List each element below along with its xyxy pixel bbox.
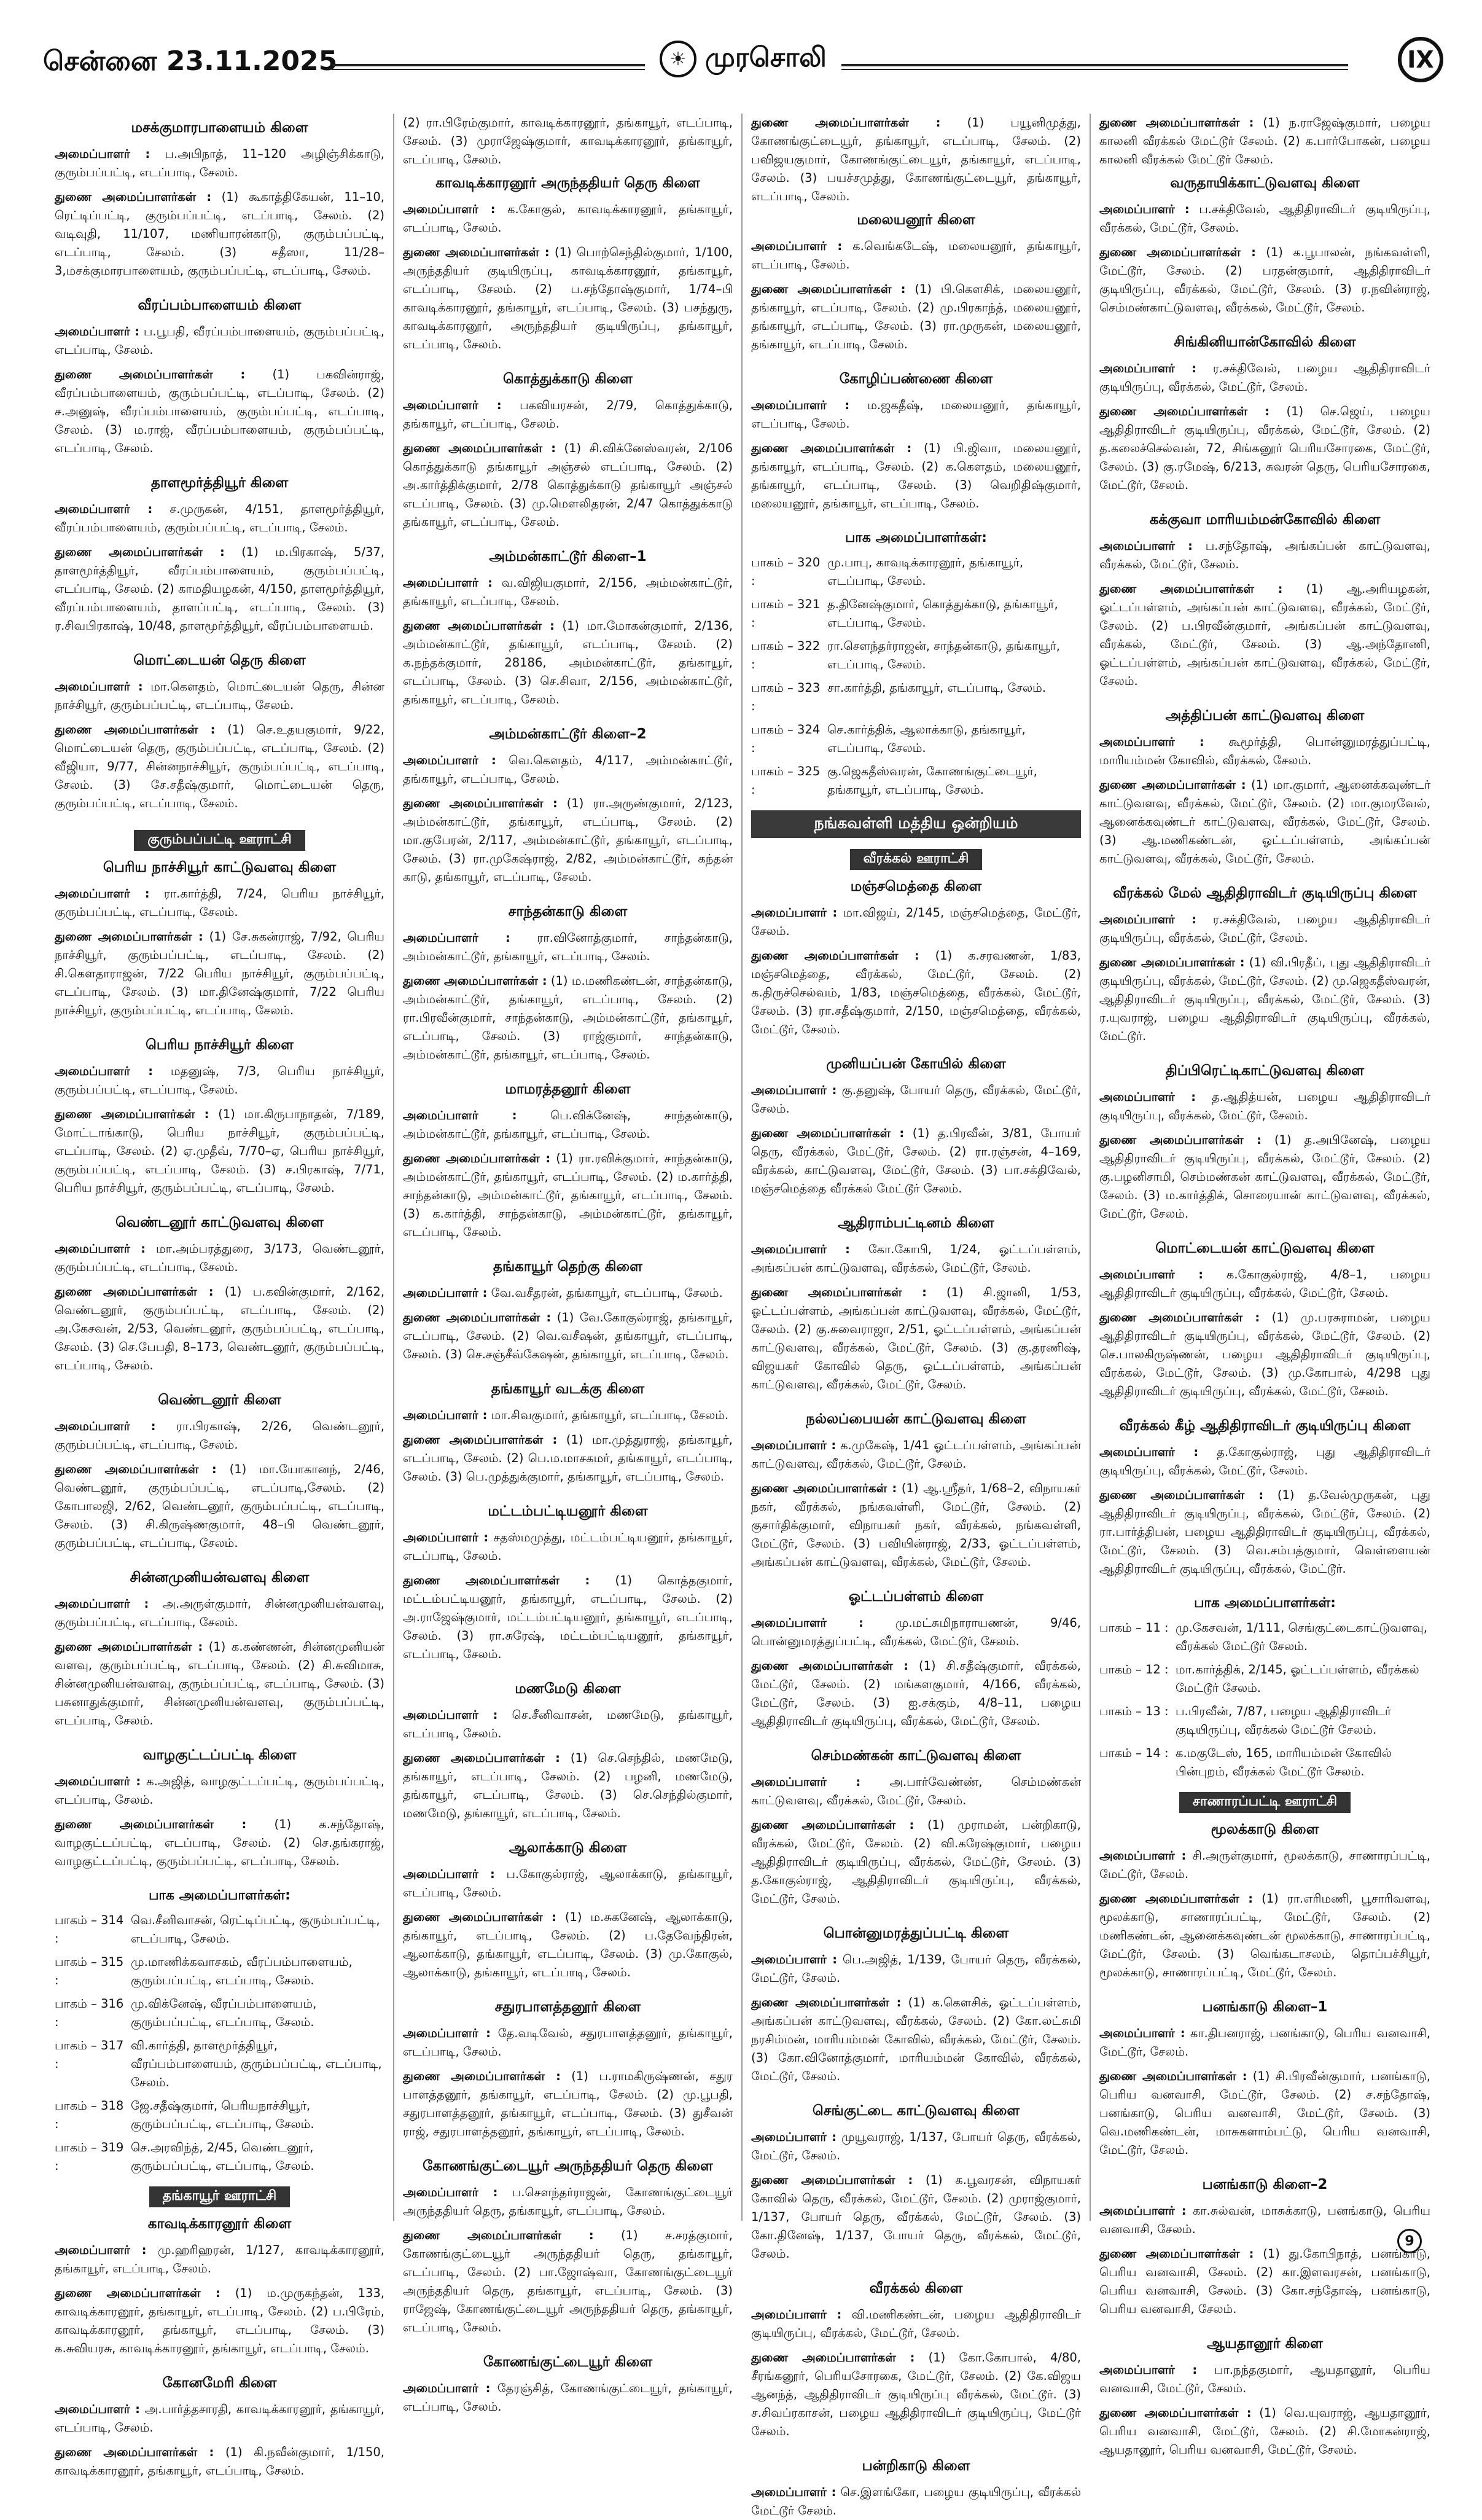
part-row: பாகம் – 12 : மா.கார்த்திக், 2/145, ஓட்டப்பள்ளம், வீரக்கல் மேட்டூர் சேலம். xyxy=(1099,1662,1419,1695)
deputy-organizers-line: துணை அமைப்பாளர்கள் : (1) ப.ராமகிருஷ்ணன், சதுர பாளத்தனூர், தங்காயூர், எடப்பாடி, சேலம். (2) மு.பூபதி, சதுரபாளத்தனூர், தங்காயூர், எடப்பாடி, சேலம். (3) துசீவன் ராஜ், சதுரபாளத்தனூர், தங்காயூர், எடப்பாடி, சேலம். xyxy=(403,2069,733,2138)
branch-title: ஆயதானூர் கிளை xyxy=(1207,2336,1323,2352)
branch-block xyxy=(55,475,384,635)
branch-title: வெண்டனூர் கிளை xyxy=(158,1392,281,1408)
deputy-organizers-line: துணை அமைப்பாளர்கள் : (1) ப.கவின்குமார், 2/162, வெண்டனூர், குரும்பப்பட்டி, எடப்பாடி, சேலம். (2) அ.கேசவன், 2/53, வெண்டனூர், குரும்பப்பட்டி, எடப்பாடி, சேலம். (3) செ.பேபதி, 8–173, வெண்டனூர், குரும்பப்பட்டி, எடப்பாடி, சேலம். xyxy=(55,1285,385,1372)
organizer-line: அமைப்பாளர் : க.கோகுல்ராஜ், 4/8–1, பழைய ஆதிதிராவிடர் குடியிருப்பு, வீரக்கல், மேட்டூர், சேலம். xyxy=(1099,1267,1430,1300)
deputy-organizers-line: துணை அமைப்பாளர்கள் : (1) சி.ஜானி, 1/53, ஓட்டப்பள்ளம், அங்கப்பன் காட்டுவளவு, வீரக்கல், மேட்டூர், சேலம். (2) கு.சுவைராஜா, 2/51, ஓட்டப்பள்ளம், அங்கப்பன் காட்டுவளவு, வீரக்கல், மேட்டூர், சேலம். (3) கு.தரணிஷ், விஜயகர் கோவில் தெரு, ஓட்டப்பள்ளம், அங்கப்பன் காட்டுவளவு, வீரக்கல், மேட்டூர், சேலம். xyxy=(751,1285,1081,1391)
branch-title: கோணங்குட்டையூர் கிளை xyxy=(483,2354,653,2370)
branch-block xyxy=(403,549,733,709)
branch-block xyxy=(751,2280,1081,2441)
branch-block xyxy=(751,2458,1081,2520)
continued-text: துணை அமைப்பாளர்கள் : (1) ந.ராஜேஷ்குமார், பழைய காலனி வீரக்கல் மேட்டூர் சேலம். (2) க.பார்போகன், பழைய காலனி வீரக்கல் மேட்டூர் சேலம். xyxy=(1099,115,1430,166)
column-3 xyxy=(743,114,1091,2518)
organizer-line: அமைப்பாளர் : ம.ஜகதீஷ், மலையனூர், தங்காயூர், எடப்பாடி, சேலம். xyxy=(751,398,1082,431)
deputy-organizers-line: துணை அமைப்பாளர்கள் : (1) ம.மணிகண்டன், சாந்தன்காடு, அம்மன்காட்டூர், தங்காயூர், எடப்பாடி, சேலம். (2) ரா.பிரவீன்குமார், சாந்தன்காடு, அம்மன்காட்டூர், தங்காயூர், எடப்பாடி, சேலம். (3) ராஜ்குமார், சாந்தன்காடு, அம்மன்காட்டூர், தங்காயூர், எடப்பாடி, சேலம். xyxy=(403,974,733,1062)
column-4 xyxy=(1091,114,1439,2457)
part-row: பாகம் – 318 : ஜே.சதீஷ்குமார், பெரியநாச்சியூர், குரும்பப்பட்டி, எடப்பாடி, சேலம். xyxy=(55,2099,314,2131)
organizer-line: அமைப்பாளர் : கா.திபனராஜ், பனங்காடு, பெரிய வனவாசி, மேட்டூர், சேலம். xyxy=(1099,2026,1430,2059)
part-row: பாகம் – 322 : ரா.சௌந்தர்ராஜன், சாந்தன்காடு, தங்காயூர், எடப்பாடி, சேலம். xyxy=(751,639,1060,671)
branch-title: சதுரபாளத்தனூர் கிளை xyxy=(494,1999,641,2015)
branch-title: மட்டம்பட்டியனூர் கிளை xyxy=(488,1503,648,1519)
deputy-organizers-line: துணை அமைப்பாளர்கள் : (1) பி.கௌசிக், மலையனூர், தங்காயூர், எடப்பாடி, சேலம். (2) மு.பிரகாந்த், மலையனூர், தங்காயூர், எடப்பாடி, சேலம். (3) ரா.முருகன், மலையனூர், தங்காயூர், எடப்பாடி, சேலம். xyxy=(751,282,1082,351)
branch-title: சின்னமுனியன்வளவு கிளை xyxy=(130,1570,310,1586)
part-row: பாகம் – 314 : வெ.சீனிவாசன், ரெட்டிப்பட்டி, குரும்பப்பட்டி, எடப்பாடி, சேலம். xyxy=(55,1913,380,1946)
organizer-line: அமைப்பாளர் : செ.இளங்கோ, பழைய குடியிருப்பு, வீரக்கல் மேட்டூர் சேலம். xyxy=(751,2485,1082,2518)
deputy-organizers-line: துணை அமைப்பாளர்கள் : (1) ச.சரத்குமார், கோணங்குட்டையூர் அருந்ததியர் தெரு, தங்காயூர், எடப்பாடி, சேலம். (2) பா.ஜோஷ்வா, கோணங்குட்டையூர் அருந்ததியர் தெரு, தங்காயூர், எடப்பாடி, சேலம். (3) ராஜேஷ், கோணங்குட்டையூர் அருந்ததியர் தெரு, தங்காயூர், எடப்பாடி, சேலம். xyxy=(403,2228,733,2334)
branch-block xyxy=(403,1259,733,1364)
deputy-organizers-line: துணை அமைப்பாளர்கள் : (1) சி.விக்னேஸ்வரன், 2/106 கொத்துக்காடு தங்காயூர் அஞ்சல் எடப்பாடி, சேலம். (2) அ.கார்த்திக்குமார், 2/78 கொத்துக்காடு தங்காயூர் அஞ்சல் எடப்பாடி, சேலம். (3) மு.மௌலிதரன், 2/47 கொத்துக்காடு தங்காயூர், எடப்பாடி, சேலம். xyxy=(403,441,733,529)
branch-block xyxy=(403,2354,733,2416)
branch-title: முனியப்பன் கோயில் கிளை xyxy=(826,1056,1006,1072)
page-number-badge: IX xyxy=(1398,37,1443,82)
branch-title: கொத்துக்காடு கிளை xyxy=(503,371,633,387)
branch-title: பெரிய நாச்சியூர் காட்டுவளவு கிளை xyxy=(103,859,337,875)
deputy-organizers-line: துணை அமைப்பாளர்கள் : (1) த.பிரவீன், 3/81, போயர் தெரு, வீரக்கல், மேட்டூர், சேலம். (2) ரா.ரஞ்சன், 4–169, வீரக்கல், காட்டுவளவு, மேட்டூர், சேலம். (3) பா.சக்திவேல், மஞ்சமெத்தை வீரக்கல் மேட்டூர் சேலம். xyxy=(751,1126,1081,1195)
branch-title: மசக்குமாரபாளையம் கிளை xyxy=(131,120,308,136)
branch-block xyxy=(751,2103,1081,2263)
part-organizers-heading: பாக அமைப்பாளர்கள்: xyxy=(1194,1595,1336,1611)
branch-title: காவடிக்காரனூர் அருந்ததியர் தெரு கிளை xyxy=(435,175,700,191)
deputy-organizers-line: துணை அமைப்பாளர்கள் : (1) சே.சுகன்ராஜ், 7/92, பெரிய நாச்சியூர், குரும்பப்பட்டி, எடப்பாடி, சேலம். (2) சி.கௌதாராஜன், 7/22 பெரிய நாச்சியூர், குரும்பப்பட்டி, எடப்பாடி, சேலம். (3) மா.தினேஷ்குமார், 7/22 பெரிய நாச்சியூர், குரும்பப்பட்டி, எடப்பாடி, சேலம். xyxy=(55,929,384,1017)
branch-block xyxy=(403,1503,733,1664)
organizer-line: அமைப்பாளர் : கோ.கோபி, 1/24, ஓட்டப்பள்ளம், அங்கப்பன் காட்டுவளவு, வீரக்கல், மேட்டூர், சேலம். xyxy=(751,1242,1081,1275)
deputy-organizers-line: துணை அமைப்பாளர்கள் : (1) கூகாத்திகேயன், 11–10, ரெட்டிப்பட்டி, குரும்பப்பட்டி, எடப்பாடி, சேலம். (2) வடிவுதி, 11/107, மணியாரன்காடு, குரும்பப்பட்டி, எடப்பாடி, சேலம். (3) சதீஸா, 11/28–3,மசக்குமாரபாளையம், குரும்பப்பட்டி, எடப்பாடி, சேலம். xyxy=(55,190,384,278)
branch-block xyxy=(403,371,733,531)
organizer-line: அமைப்பாளர் : பா.நந்தகுமார், ஆயதானூர், பெரிய வனவாசி, மேட்டூர், சேலம். xyxy=(1099,2363,1431,2395)
branch-title: மலையனூர் கிளை xyxy=(857,212,975,228)
part-row: பாகம் – 14 : க.மகுடேஸ், 165, மாரியம்மன் கோவில் பின்புறம், வீரக்கல் மேட்டூர் சேலம். xyxy=(1099,1746,1392,1778)
branch-title: தங்காயூர் தெற்கு கிளை xyxy=(493,1259,642,1275)
organizer-line: அமைப்பாளர் : வி.மணிகண்டன், பழைய ஆதிதிராவிடர் குடியிருப்பு, வீரக்கல், மேட்டூர், சேலம். xyxy=(751,2307,1081,2340)
branch-block xyxy=(1099,1418,1430,1578)
news-columns xyxy=(46,114,1440,2518)
masthead xyxy=(43,37,1443,92)
branch-title: பனங்காடு கிளை–1 xyxy=(1202,1999,1328,2015)
deputy-organizers-line: துணை அமைப்பாளர்கள் : (1) மு.பரசுராமன், பழைய ஆதிதிராவிடர் குடியிருப்பு, வீரக்கல், மேட்டூர், சேலம். (2) செ.பாலகிருஷ்ணன், பழைய ஆதிதிராவிடர் குடியிருப்பு, வீரக்கல், மேட்டூர், சேலம். (3) மு.கோபால், 4/298 புது ஆதிதிராவிடர் குடியிருப்பு, வீரக்கல், மேட்டூர், சேலம். xyxy=(1099,1310,1430,1398)
deputy-organizers-line: துணை அமைப்பாளர்கள் : (1) க.சந்தோஷ், வாழகுட்டப்பட்டி, எடப்பாடி, சேலம். (2) செ.தங்கராஜ், வாழகுட்டப்பட்டி, குரும்பப்பட்டி, எடப்பாடி, சேலம். xyxy=(55,1817,384,1868)
branch-title: செங்குட்டை காட்டுவளவு கிளை xyxy=(812,2103,1020,2119)
branch-title: வெண்டனூர் காட்டுவளவு கிளை xyxy=(115,1215,324,1231)
deputy-organizers-line: துணை அமைப்பாளர்கள் : (1) ரா.ரவிக்குமார், சாந்தன்காடு, அம்மன்காட்டூர், தங்காயூர், எடப்பாடி, சேலம். (2) ம.கார்த்தி, சாந்தன்காடு, அம்மன்காட்டூர், தங்காயூர், எடப்பாடி, சேலம். (3) க.கார்த்தி, சாந்தன்காடு, அம்மன்காட்டூர், தங்காயூர், எடப்பாடி, சேலம். xyxy=(403,1151,733,1239)
branch-block xyxy=(1099,1240,1430,1401)
organizer-line: அமைப்பாளர் : தே.வடிவேல், சதுரபாளத்தனூர், தங்காயூர், எடப்பாடி, சேலம். xyxy=(403,2026,733,2059)
footer-page-number: 9 xyxy=(1397,2229,1422,2253)
part-row: பாகம் – 315 : மு.மாணிக்கவாசகம், வீரப்பம்பாளையம், குரும்பப்பட்டி, எடப்பாடி, சேலம். xyxy=(55,1955,353,1987)
organizer-line: அமைப்பாளர் : த.ஆதித்யன், பழைய ஆதிதிராவிடர் குடியிருப்பு, வீரக்கல், மேட்டூர், சேலம். xyxy=(1099,1090,1430,1122)
branch-block xyxy=(55,652,384,813)
deputy-organizers-line: துணை அமைப்பாளர்கள் : (1) ரா.எரிமணி, பூசாரிவளவு, மூலக்காடு, சாணாரப்பட்டி, மேட்டூர், சேலம். (2) மணிகண்டன், ஆனைக்கவுண்டன் மூலக்காடு, சாணாரப்பட்டி, மேட்டூர், சேலம். (3) வெங்கடாசலம், தொப்பச்சியூர், மூலக்காடு, சாணாரப்பட்டி, மேட்டூர், சேலம். xyxy=(1099,1892,1430,1979)
branch-title: அத்திப்பன் காட்டுவளவு கிளை xyxy=(1165,708,1365,724)
branch-block xyxy=(55,859,384,1020)
branch-block xyxy=(751,1748,1081,1908)
organizer-line: அமைப்பாளர் : ரா.வினோத்குமார், சாந்தன்காடு, அம்மன்காட்டூர், தங்காயூர், எடப்பாடி, சேலம். xyxy=(403,931,733,963)
deputy-organizers-line: துணை அமைப்பாளர்கள் : (1) முராமன், பன்றிகாடு, வீரக்கல், மேட்டூர், சேலம். (2) வி.கரேஷ்குமார், பழைய ஆதிதிராவிடர் குடியிருப்பு, வீரக்கல், மேட்டூர், சேலம். (3) த.கோகுல்ராஜ், ஆதிதிராவிடர் குடியிருப்பு, வீரக்கல், மேட்டூர், சேலம். xyxy=(751,1818,1081,1906)
panchayat-section-label: குரும்பப்பட்டி ஊராட்சி xyxy=(134,830,305,851)
part-row: பாகம் – 325 : கு.ஜெகதீஸ்வரன், கோணங்குட்டையூர், தங்காயூர், எடப்பாடி, சேலம். xyxy=(751,764,1037,797)
branch-title: ஆலாக்காடு கிளை xyxy=(509,1840,627,1856)
branch-block xyxy=(403,1381,733,1486)
deputy-organizers-line: துணை அமைப்பாளர்கள் : (1) வி.பிரதீப், புது ஆதிதிராவிடர் குடியிருப்பு, வீரக்கல், மேட்டூர், சேலம். (2) மு.ஜெகதீஸ்வரன், ஆதிதிராவிடர் குடியிருப்பு, வீரக்கல், மேட்டூர், சேலம். (3) ர.யுவராஜ், பழைய ஆதிதிராவிடர் குடியிருப்பு, வீரக்கல், மேட்டூர். xyxy=(1099,955,1430,1043)
deputy-organizers-line: துணை அமைப்பாளர்கள் : (1) க.பூபாலன், நங்கவள்ளி, மேட்டூர், சேலம். (2) பரதன்குமார், ஆதிதிராவிடர் குடியிருப்பு, வீரக்கல், மேட்டூர், சேலம். (3) ர.நவின்ராஜ், செம்மண்காட்டுவளவு, வீரக்கல், மேட்டூர், சேலம். xyxy=(1099,245,1430,315)
branch-title: மொட்டையன் தெரு கிளை xyxy=(133,652,306,668)
deputy-organizers-line: துணை அமைப்பாளர்கள் : (1) சி.பிரவீன்குமார், பனங்காடு, பெரிய வனவாசி, மேட்டூர், சேலம். (2) ச.சந்தோஷ், பனங்காடு, பெரிய வனவாசி, மேட்டூர், சேலம். (3) வெ.மணிகண்டன், மாசுகளாம்பட்டு, பெரிய வனவாசி, மேட்டூர், சேலம். xyxy=(1099,2069,1431,2157)
organizer-line: அமைப்பாளர் : பெ.அஜித், 1/139, போயர் தெரு, வீரக்கல், மேட்டூர், சேலம். xyxy=(751,1952,1082,1985)
branch-title: மணமேடு கிளை xyxy=(515,1681,621,1697)
branch-block xyxy=(751,1411,1081,1571)
branch-title: தங்காயூர் வடக்கு கிளை xyxy=(491,1381,645,1397)
branch-title: சிங்கினியான்கோவில் கிளை xyxy=(1174,334,1356,350)
deputy-organizers-line: துணை அமைப்பாளர்கள் : (1) க.கண்ணன், சின்னமுனியன் வளவு, குரும்பப்பட்டி, எடப்பாடி, சேலம். (2) சி.சுவிமாசு, சின்னமுனியன்வளவு, குரும்பப்பட்டி, எடப்பாடி, சேலம். (3) பசுனாதுக்குமார், சின்னமுனியன்வளவு, குரும்பப்பட்டி, எடப்பாடி, சேலம். xyxy=(55,1640,385,1728)
branch-title: கக்குவா மாரியம்மன்கோவில் கிளை xyxy=(1149,512,1381,528)
branch-block xyxy=(403,904,733,1064)
organizer-line: அமைப்பாளர் : பெ.விக்னேஷ், சாந்தன்காடு, அம்மன்காட்டூர், தங்காயூர், எடப்பாடி, சேலம். xyxy=(403,1108,733,1141)
organizer-line: அமைப்பாளர் : அ.பார்வேண்ண், செம்மண்கன் காட்டுவளவு, வீரக்கல், மேட்டூர், சேலம். xyxy=(751,1775,1082,1807)
part-row: பாகம் – 13 : ப.பிரவீன், 7/87, பழைய ஆதிதிராவிடர் குடியிருப்பு, வீரக்கல் மேட்டூர் சேலம். xyxy=(1099,1704,1392,1737)
branch-block xyxy=(403,2158,733,2337)
branch-block xyxy=(55,1570,384,1730)
branch-title: கோழிப்பண்ணை கிளை xyxy=(839,371,993,387)
organizer-line: அமைப்பாளர் : வே.வசீதரன், தங்காயூர், எடப்பாடி, சேலம். xyxy=(403,1286,723,1300)
deputy-organizers-line: துணை அமைப்பாளர்கள் : (1) பகவின்ராஜ், வீரப்பம்பாளையம், குரும்பப்பட்டி, எடப்பாடி, சேலம். (2) ச.அனுஷ், வீரப்பம்பாளையம், குரும்பப்பட்டி, எடப்பாடி, சேலம். (3) ம.ராஜ், வீரப்பம்பாளையம், குரும்பப்பட்டி, எடப்பாடி, சேலம். xyxy=(55,367,384,455)
organizer-line: அமைப்பாளர் : அ.அருள்குமார், சின்னமுனியன்வளவு, குரும்பப்பட்டி, எடப்பாடி, சேலம். xyxy=(55,1597,384,1629)
deputy-organizers-line: துணை அமைப்பாளர்கள் : (1) சி.சதீஷ்குமார், வீரக்கல், மேட்டூர், சேலம். (2) மங்களகுமார், 4/166, வீரக்கல், மேட்டூர், சேலம். (3) ஐ.சக்கும், 4/8–11, பழைய ஆதிதிராவிடர் குடியிருப்பு, வீரக்கல், மேட்டூர், சேலம். xyxy=(751,1659,1081,1728)
branch-block xyxy=(1099,885,1430,1046)
deputy-organizers-line: துணை அமைப்பாளர்கள் : (1) ரா.அருண்குமார், 2/123, அம்மன்காட்டூர், தங்காயூர், எடப்பாடி, சேலம். (2) மா.குபேரன், 2/117, அம்மன்காட்டூர், தங்காயூர், எடப்பாடி, சேலம். (3) ரா.முகேஷ்ராஜ், 2/82, அம்மன்காட்டூர், கந்தன் காடு, தங்காயூர், எடப்பாடி, சேலம். xyxy=(403,796,733,884)
panchayat-section-label: சாணாரப்பட்டி ஊராட்சி xyxy=(1179,1792,1351,1813)
deputy-organizers-line: துணை அமைப்பாளர்கள் : (1) பொற்செந்தில்குமார், 1/100, அருந்ததியர் குடியிருப்பு, காவடிக்காரனூர், தங்காயூர், எடப்பாடி, சேலம். (2) ப.சந்தோஷ்குமார், 1/74–பி காவடிக்காரனூர், தங்காயூர், எடப்பாடி, சேலம். (3) பசந்துரு, காவடிக்காரனூர், அருந்ததியர் குடியிருப்பு, தங்காயூர், எடப்பாடி, சேலம். xyxy=(403,245,733,351)
deputy-organizers-line: துணை அமைப்பாளர்கள் : (1) து.கோபிநாத், பனங்காடு, பெரிய வனவாசி, சேலம். (2) கா.இளவரசன், பனங்காடு, பெரிய வனவாசி, சேலம். (3) கோ.சந்தோஷ், பனங்காடு, பெரிய வனவாசி, சேலம். xyxy=(1099,2247,1430,2316)
deputy-organizers-line: துணை அமைப்பாளர்கள் : (1) கொத்தகுமார், மட்டம்பட்டியனூர், தங்காயூர், எடப்பாடி, சேலம். (2) அ.ராஜேஷ்குமார், மட்டம்பட்டியனூர், தங்காயூர், எடப்பாடி, சேலம். (3) ரா.சுரேஷ், மட்டம்பட்டியனூர், தங்காயூர், எடப்பாடி, சேலம். xyxy=(403,1573,733,1661)
panchayat-section-label: தங்காயூர் ஊராட்சி xyxy=(149,2186,290,2207)
branch-title: ஓட்டப்பள்ளம் கிளை xyxy=(848,1589,984,1605)
branch-block xyxy=(1099,334,1430,495)
organizer-line: அமைப்பாளர் : ரா.கார்த்தி, 7/24, பெரிய நாச்சியூர், குரும்பப்பட்டி, எடப்பாடி, சேலம். xyxy=(55,886,384,919)
part-row: பாகம் – 319 : செ.அரவிந்த், 2/45, வெண்டனூர், குரும்பப்பட்டி, எடப்பாடி, சேலம். xyxy=(55,2140,314,2173)
branch-title: வீரக்கல் கிளை xyxy=(869,2280,963,2296)
branch-block xyxy=(1099,2177,1430,2318)
branch-title: வீரப்பம்பாளையம் கிளை xyxy=(138,297,302,313)
organizer-line: அமைப்பாளர் : முயூவராஜ், 1/137, போயர் தெரு, வீரக்கல், மேட்டூர், சேலம். xyxy=(751,2130,1081,2162)
organizer-line: அமைப்பாளர் : சதஸ்மமுத்து, மட்டம்பட்டியனூர், தங்காயூர், எடப்பாடி, சேலம். xyxy=(403,1530,733,1563)
branch-block xyxy=(1099,708,1430,868)
branch-block xyxy=(55,1215,384,1375)
branch-title: பொன்னுமரத்துப்பட்டி கிளை xyxy=(823,1925,1009,1941)
branch-block xyxy=(751,1056,1081,1198)
deputy-organizers-line: துணை அமைப்பாளர்கள் : (1) ஆ.அரியழகன், ஓட்டப்பள்ளம், அங்கப்பன் காட்டுவளவு, வீரக்கல், மேட்டூர், சேலம். (2) ப.பிரவீன்குமார், அங்கப்பன் காட்டுவளவு, வீரக்கல், மேட்டூர், சேலம். (3) ஆ.அந்தோணி, ஓட்டப்பள்ளம், அங்கப்பன் காட்டுவளவு, வீரக்கல், மேட்டூர், சேலம். xyxy=(1099,582,1430,688)
deputy-organizers-line: துணை அமைப்பாளர்கள் : (1) மா.குமார், ஆனைக்கவுண்டர் காட்டுவளவு, வீரக்கல், மேட்டூர், சேலம். (2) மா.குமரவேல், ஆனைக்கவுண்டர் காட்டுவளவு, வீரக்கல், மேட்டூர், சேலம். (3) ஆ.மணிகண்டன், ஓட்டப்பள்ளம், அங்கப்பன் காட்டுவளவு, வீரக்கல், மேட்டூர், சேலம். xyxy=(1099,778,1430,866)
rising-sun-logo-icon: ☀ xyxy=(660,41,696,77)
deputy-organizers-line: துணை அமைப்பாளர்கள் : (1) பி.ஜிவா, மலையனூர், தங்காயூர், எடப்பாடி, சேலம். (2) க.கௌதம், மலையனூர், தங்காயூர், எடப்பாடி, சேலம். (3) வெறிதிஷ்குமார், மலையனூர், தங்காயூர், எடப்பாடி, சேலம். xyxy=(751,441,1082,511)
deputy-organizers-line: துணை அமைப்பாளர்கள் : (1) மா.முத்துராஜ், தங்காயூர், எடப்பாடி, சேலம். (2) பெ.ம.மாசகமர், தங்காயூர், எடப்பாடி, சேலம். (3) பெ.முத்துக்குமார், தங்காயூர், எடப்பாடி, சேலம். xyxy=(403,1433,733,1484)
branch-title: நல்லப்பையன் காட்டுவளவு கிளை xyxy=(806,1411,1026,1427)
part-row: பாகம் – 323 : சா.கார்த்தி, தங்காயூர், எடப்பாடி, சேலம். xyxy=(751,681,1047,713)
branch-title: கோணங்குட்டையூர் அருந்ததியர் தெரு கிளை xyxy=(423,2158,713,2174)
deputy-organizers-line: துணை அமைப்பாளர்கள் : (1) க.கௌசிக், ஓட்டப்பள்ளம், அங்கப்பன் காட்டுவளவு, வீரக்கல், சேலம். (2) கோ.லட்சுமி நரசிம்மன், மாரியம்மன் கோவில், வீரக்கல், மேட்டூர், சேலம். (3) கோ.வினோத்குமார், மாரியம்மன் கோவில், வீரக்கல், மேட்டூர், சேலம். xyxy=(751,1995,1081,2083)
branch-title: மாமரத்தனூர் கிளை xyxy=(505,1081,631,1097)
column-1 xyxy=(46,114,394,2478)
branch-block xyxy=(55,1392,384,1552)
deputy-organizers-line: துணை அமைப்பாளர்கள் : (1) செ.செந்தில், மணமேடு, தங்காயூர், எடப்பாடி, சேலம். (2) பழனி, மணமேடு, தங்காயூர், எடப்பாடி, சேலம். (3) செ.செந்தில்குமார், மணமேடு, தங்காயூர், எடப்பாடி, சேலம். xyxy=(403,1751,733,1820)
organizer-line: அமைப்பாளர் : மதனுஷ், 7/3, பெரிய நாச்சியூர், குரும்பப்பட்டி, எடப்பாடி, சேலம். xyxy=(55,1064,384,1097)
branch-block xyxy=(403,726,733,886)
deputy-organizers-line: துணை அமைப்பாளர்கள் : (1) க.சரவணன், 1/83, மஞ்சமெத்தை, வீரக்கல், மேட்டூர், சேலம். (2) க.திருச்செல்வம், 1/83, மஞ்சமெத்தை, வீரக்கல், மேட்டூர், சேலம். (3) ரா.சதீஷ்குமார், 2/150, மஞ்சமெத்தை, வீரக்கல், மேட்டூர், சேலம். xyxy=(751,949,1081,1036)
deputy-organizers-line: துணை அமைப்பாளர்கள் : (1) மா.கிருபாநாதன், 7/189, மோட்டாங்காடு, பெரிய நாச்சியூர், குரும்பப்பட்டி, எடப்பாடி, சேலம். (2) ஏ.முதீவ், 7/70–ஏ, பெரிய நாச்சியூர், குரும்பப்பட்டி, எடப்பாடி, சேலம். (3) ச.பிரகாஷ், 7/71, பெரிய நாச்சியூர், குரும்பப்பட்டி, எடப்பாடி, சேலம். xyxy=(55,1107,385,1195)
organizer-line: அமைப்பாளர் : மா.சிவகுமார், தங்காயூர், எடப்பாடி, சேலம். xyxy=(403,1408,729,1422)
organizer-line: அமைப்பாளர் : ர.சக்திவேல், பழைய ஆதிதிராவிடர் குடியிருப்பு, வீரக்கல், மேட்டூர், சேலம். xyxy=(1099,912,1430,945)
organizer-line: அமைப்பாளர் : ர.சக்திவேல், பழைய ஆதிதிராவிடர் குடியிருப்பு, வீரக்கல், மேட்டூர், சேலம். xyxy=(1099,361,1430,394)
paper-name: முரசொலி xyxy=(705,41,827,73)
branch-title: வீரக்கல் கீழ் ஆதிதிராவிடர் குடியிருப்பு கிளை xyxy=(1119,1418,1411,1434)
organizer-line: அமைப்பாளர் : ப.அபிநாத், 11–120 அழிஞ்சிக்காடு, குரும்பப்பட்டி, எடப்பாடி, சேலம். xyxy=(55,147,384,179)
organizer-line: அமைப்பாளர் : ப.கோகுல்ராஜ், ஆலாக்காடு, தங்காயூர், எடப்பாடி, சேலம். xyxy=(403,1867,733,1900)
organizer-line: அமைப்பாளர் : க.முகேஷ், 1/41 ஓட்டப்பள்ளம், அங்கப்பன் காட்டுவளவு, வீரக்கல், மேட்டூர், சேலம். xyxy=(751,1438,1081,1471)
organizer-line: அமைப்பாளர் : மு.மட்சுமிநாராயணன், 9/46, பொன்னுமரத்துப்பட்டி, வீரக்கல், மேட்டூர், சேலம். xyxy=(751,1616,1081,1648)
branch-title: பெரிய நாச்சியூர் கிளை xyxy=(145,1037,294,1053)
branch-title: மஞ்சமெத்தை கிளை xyxy=(850,878,982,894)
branch-block xyxy=(55,297,384,458)
branch-block xyxy=(1099,1063,1430,1223)
branch-block xyxy=(403,1681,733,1823)
branch-block xyxy=(403,1081,733,1242)
branch-title: பன்றிகாடு கிளை xyxy=(862,2458,970,2474)
part-organizers-heading: பாக அமைப்பாளர்கள்: xyxy=(845,530,987,546)
organizer-line: அமைப்பாளர் : கு.தனுஷ், போயர் தெரு, வீரக்கல், மேட்டூர், சேலம். xyxy=(751,1083,1081,1116)
union-section-banner: நங்கவள்ளி மத்திய ஒன்றியம் xyxy=(751,810,1081,838)
branch-title: திப்பிரெட்டிகாட்டுவளவு கிளை xyxy=(1165,1063,1365,1079)
branch-title: வாழகுட்டப்பட்டி கிளை xyxy=(142,1747,297,1763)
part-row: பாகம் – 317 : வி.கார்த்தி, தாளமூர்த்தியூர், வீரப்பம்பாளையம், குரும்பப்பட்டி, எடப்பாடி, சேலம். xyxy=(55,2038,382,2089)
branch-block xyxy=(751,212,1081,354)
organizer-line: அமைப்பாளர் : செ.சீனிவாசன், மணமேடு, தங்காயூர், எடப்பாடி, சேலம். xyxy=(403,1708,733,1740)
branch-title: மூலக்காடு கிளை xyxy=(1211,1822,1319,1837)
part-organizers-heading: பாக அமைப்பாளர்கள்: xyxy=(149,1888,291,1903)
branch-block xyxy=(1099,512,1430,691)
branch-block xyxy=(1099,2336,1430,2459)
branch-block xyxy=(403,175,733,354)
branch-title: மொட்டையன் காட்டுவளவு கிளை xyxy=(1155,1240,1375,1256)
organizer-line: அமைப்பாளர் : ப.சௌந்தர்ராஜன், கோணங்குட்டையூர் அருந்ததியர் தெரு, தங்காயூர், எடப்பாடி, சேலம். xyxy=(403,2185,733,2218)
branch-title: செம்மண்கன் காட்டுவளவு கிளை xyxy=(811,1748,1021,1764)
branch-title: வீரக்கல் மேல் ஆதிதிராவிடர் குடியிருப்பு கிளை xyxy=(1113,885,1417,901)
branch-block xyxy=(1099,175,1430,317)
branch-title: அம்மன்காட்டூர் கிளை–1 xyxy=(489,549,647,565)
organizer-line: அமைப்பாளர் : மா.விஜய், 2/145, மஞ்சமெத்தை, மேட்டூர், சேலம். xyxy=(751,906,1081,938)
deputy-organizers-line: துணை அமைப்பாளர்கள் : (1) த.அபினேஷ், பழைய ஆதிதிராவிடர் குடியிருப்பு, வீரக்கல், மேட்டூர், சேலம். (2) கு.பழனிசாமி, செம்மண்கன் காட்டுவளவு, வீரக்கல், மேட்டூர், சேலம். (3) ம.கார்த்திக், சொரையான் காட்டுவளவு, வீரக்கல், மேட்டூர், சேலம். xyxy=(1099,1133,1430,1221)
branch-block xyxy=(55,2375,384,2480)
organizer-line: அமைப்பாளர் : வெ.கௌதம், 4/117, அம்மன்காட்டூர், தங்காயூர், எடப்பாடி, சேலம். xyxy=(403,753,733,786)
part-row: பாகம் – 11 : மு.கேசவன், 1/111, செங்குட்டைகாட்டுவளவு, வீரக்கல் மேட்டூர் சேலம். xyxy=(1099,1621,1427,1653)
deputy-organizers-line: துணை அமைப்பாளர்கள் : (1) மா.மோகன்குமார், 2/136, அம்மன்காட்டூர், தங்காயூர், எடப்பாடி, சேலம். (2) க.நந்தக்குமார், 28186, அம்மன்காட்டூர், தங்காயூர், எடப்பாடி, சேலம். (3) செ.சிவா, 2/156, அம்மன்காட்டூர், தங்காயூர், எடப்பாடி, சேலம். xyxy=(403,619,733,706)
part-row: பாகம் – 320 : மு.பாபு, காவடிக்காரனூர், தங்காயூர், எடப்பாடி, சேலம். xyxy=(751,555,1024,588)
branch-block xyxy=(55,1037,384,1197)
deputy-organizers-line: துணை அமைப்பாளர்கள் : (1) ம.சுகனேஷ், ஆலாக்காடு, தங்காயூர், எடப்பாடி, சேலம். (2) ப.தேவேந்திரன், ஆலாக்காடு, தங்காயூர், எடப்பாடி, சேலம். (3) மு.கோகுல், ஆலாக்காடு, தங்காயூர், எடப்பாடி, சேலம். xyxy=(403,1910,733,1979)
branch-block xyxy=(751,1925,1081,2086)
part-row: பாகம் – 321 : த.தினேஷ்குமார், கொத்துக்காடு, தங்காயூர், எடப்பாடி, சேலம். xyxy=(751,597,1058,630)
deputy-organizers-line: துணை அமைப்பாளர்கள் : (1) வே.கோகுல்ராஜ், தங்காயூர், எடப்பாடி, சேலம். (2) வெ.வசீஷன், தங்காயூர், எடப்பாடி, சேலம். (3) செ.சஞ்சீவ்கேஷன், தங்காயூர், எடப்பாடி, சேலம். xyxy=(403,1310,733,1361)
branch-block xyxy=(751,1215,1081,1394)
organizer-line: அமைப்பாளர் : ப.சக்திவேல், ஆதிதிராவிடர் குடியிருப்பு, வீரக்கல், மேட்டூர், சேலம். xyxy=(1099,202,1430,235)
branch-title: தாளமூர்த்தியூர் கிளை xyxy=(150,475,289,491)
organizer-line: அமைப்பாளர் : சி.அருள்குமார், மூலக்காடு, சாணாரப்பட்டி, மேட்டூர், சேலம். xyxy=(1099,1849,1431,1881)
branch-title: சாந்தன்காடு கிளை xyxy=(508,904,628,920)
deputy-organizers-line: துணை அமைப்பாளர்கள் : (1) செ.உதயகுமார், 9/22, மொட்டையன் தெரு, குரும்பப்பட்டி, எடப்பாடி, சேலம். (2) வீஜியா, 9/77, சின்னநாச்சியூர், குரும்பப்பட்டி, எடப்பாடி, சேலம். (3) சே.சதீஷ்குமார், மொட்டையன் தெரு, குரும்பப்பட்டி, எடப்பாடி, சேலம். xyxy=(55,722,384,810)
deputy-organizers-line: துணை அமைப்பாளர்கள் : (1) க.பூவரசன், விநாயகர் கோவில் தெரு, வீரக்கல், மேட்டூர், சேலம். (2) முராஜ்குமார், 1/137, போயர் தெரு, வீரக்கல், மேட்டூர், சேலம். (3) கோ.தினேஷ், 1/137, போயர் தெரு, வீரக்கல், மேட்டூர், சேலம். xyxy=(751,2173,1081,2261)
organizer-line: அமைப்பாளர் : ப.சந்தோஷ், அங்கப்பன் காட்டுவளவு, வீரக்கல், மேட்டூர், சேலம். xyxy=(1099,539,1430,571)
organizer-line: அமைப்பாளர் : கா.சுல்வன், மாசுக்காடு, பனங்காடு, பெரிய வனவாசி, சேலம். xyxy=(1099,2204,1430,2236)
deputy-organizers-line: துணை அமைப்பாளர்கள் : (1) செ.ஜெய், பழைய ஆதிதிராவிடர் குடியிருப்பு, வீரக்கல், மேட்டூர், சேலம். (2) த.கலைச்செல்வன், 72, சிங்கனூர் பெரியசோரகை, மேட்டூர், சேலம். (3) கு.ரமேஷ், 6/213, சுவரன் தெரு, பெரியசோரகை, மேட்டூர், சேலம். xyxy=(1099,404,1430,492)
organizer-line: அமைப்பாளர் : மு.ஹரிஹரன், 1/127, காவடிக்காரனூர், தங்காயூர், எடப்பாடி, சேலம். xyxy=(55,2243,385,2275)
deputy-organizers-line: துணை அமைப்பாளர்கள் : (1) ம.பிரகாஷ், 5/37, தாளமூர்த்தியூர், வீரப்பம்பாளையம், குரும்பப்பட்டி, எடப்பாடி, சேலம். (2) காமதியழகன், 4/150, தாளமூர்த்தியூர், வீரப்பம்பாளையம், தாளப்பட்டி, எடப்பாடி, சேலம். (3) ர.சிவபிரகாஷ், 10/48, தாளமூர்த்தியூர், வீரப்பம்பாளையம். xyxy=(55,545,384,633)
branch-title: வருதாயிக்காட்டுவளவு கிளை xyxy=(1170,175,1360,191)
column-2 xyxy=(394,114,743,2414)
organizer-line: அமைப்பாளர் : ச.முருகன், 4/151, தாளமூர்த்தியூர், வீரப்பம்பாளையம், குரும்பப்பட்டி, எடப்பாடி, சேலம். xyxy=(55,502,384,534)
branch-block xyxy=(403,1999,733,2141)
organizer-line: அமைப்பாளர் : மா.அம்பரத்துரை, 3/173, வெண்டனூர், குரும்பப்பட்டி, எடப்பாடி, சேலம். xyxy=(55,1242,384,1274)
deputy-organizers-line: துணை அமைப்பாளர்கள் : (1) கோ.கோபால், 4/80, சீரங்கனூர், பெரியசோரகை, மேட்டூர், சேலம். (2) கே.விஜய ஆனந்த், ஆதிதிராவிடர் குடியிருப்பு வீரக்கல், மேட்டூர். (3) ச.சிவப்ரகாசன், பழைய ஆதிதிராவிடர் குடியிருப்பு, மேட்டூர் சேலம். xyxy=(751,2350,1081,2438)
organizer-line: அமைப்பாளர் : மா.கௌதம், மொட்டையன் தெரு, சின்ன நாச்சியூர், குரும்பப்பட்டி, எடப்பாடி, சேலம். xyxy=(55,679,384,712)
organizer-line: அமைப்பாளர் : அ.பார்த்தசாரதி, காவடிக்காரனூர், தங்காயூர், எடப்பாடி, சேலம். xyxy=(55,2402,384,2435)
branch-block xyxy=(751,371,1081,513)
organizer-line: அமைப்பாளர் : தேரஞ்சித், கோணங்குட்டையூர், தங்காயூர், எடப்பாடி, சேலம். xyxy=(403,2381,733,2414)
part-row: பாகம் – 316 : மு.விக்னேஷ், வீரப்பம்பாளையம், குரும்பப்பட்டி, எடப்பாடி, சேலம். xyxy=(55,1997,317,2029)
branch-block xyxy=(1099,1999,1430,2159)
continued-text: துணை அமைப்பாளர்கள் : (1) பயூனிமுத்து, கோணங்குட்டையூர், தங்காயூர், எடப்பாடி, சேலம். (2) பவிஜயகுமார், கோணங்குட்டையூர், தங்காயூர், எடப்பாடி, சேலம். (3) பயச்சமுத்து, கோணங்குட்டையூர், தங்காயூர், எடப்பாடி, சேலம். xyxy=(751,115,1082,203)
paper-name-block xyxy=(645,41,841,77)
branch-block xyxy=(751,1589,1081,1731)
organizer-line: அமைப்பாளர் : ப.பூபதி, வீரப்பம்பாளையம், குரும்பப்பட்டி, எடப்பாடி, சேலம். xyxy=(55,324,385,357)
deputy-organizers-line: துணை அமைப்பாளர்கள் : (1) மா.யோகானந், 2/46, வெண்டனூர், குரும்பப்பட்டி, எடப்பாடி,சேலம். (2) கோபாலஜி, 2/62, வெண்டனூர், குரும்பப்பட்டி, எடப்பாடி, சேலம். (3) சி.கிருஷ்ணகுமார், 48–பி வெண்டனூர், குரும்பப்பட்டி, எடப்பாடி, சேலம். xyxy=(55,1462,385,1550)
branch-block xyxy=(403,1840,733,1982)
branch-title: பனங்காடு கிளை–2 xyxy=(1202,2177,1328,2193)
organizer-line: அமைப்பாளர் : க.அஜித், வாழகுட்டப்பட்டி, குரும்பப்பட்டி, எடப்பாடி, சேலம். xyxy=(55,1774,384,1807)
organizer-line: அமைப்பாளர் : க.வெங்கடேஷ், மலையனூர், தங்காயூர், எடப்பாடி, சேலம். xyxy=(751,239,1081,272)
deputy-organizers-line: துணை அமைப்பாளர்கள் : (1) ம.முருகந்தன், 133, காவடிக்காரனூர், தங்காயூர், எடப்பாடி, சேலம். (2) ப.பிரேம், காவடிக்காரனூர், தங்காயூர், எடப்பாடி, சேலம். (3) க.சுவியரசு, காவடிக்காரனூர், தங்காயூர், எடப்பாடி, சேலம். xyxy=(55,2286,384,2355)
continued-text: (2) ரா.பிரேம்குமார், காவடிக்காரனூர், தங்காயூர், எடப்பாடி, சேலம். (3) முராஜேஷ்குமார், காவடிக்காரனூர், தங்காயூர், எடப்பாடி, சேலம். xyxy=(403,115,733,166)
branch-block xyxy=(55,2216,384,2358)
branch-title: காவடிக்காரனூர் கிளை xyxy=(147,2216,292,2232)
organizer-line: அமைப்பாளர் : ரா.பிரகாஷ், 2/26, வெண்டனூர், குரும்பப்பட்டி, எடப்பாடி, சேலம். xyxy=(55,1419,384,1452)
branch-block xyxy=(1099,1822,1430,1982)
organizer-line: அமைப்பாளர் : க.கோகுல், காவடிக்காரனூர், தங்காயூர், எடப்பாடி, சேலம். xyxy=(403,202,733,235)
organizer-line: அமைப்பாளர் : பகவியரசன், 2/79, கொத்துக்காடு, தங்காயூர், எடப்பாடி, சேலம். xyxy=(403,398,733,431)
deputy-organizers-line: துணை அமைப்பாளர்கள் : (1) கி.நவீன்குமார், 1/150, காவடிக்காரனூர், தங்காயூர், எடப்பாடி, சேலம். xyxy=(55,2445,384,2478)
part-row: பாகம் – 324 : செ.கார்த்திக், ஆலாக்காடு, தங்காயூர், எடப்பாடி, சேலம். xyxy=(751,722,1026,755)
branch-block xyxy=(55,1747,384,1871)
branch-block xyxy=(751,878,1081,1039)
organizer-line: அமைப்பாளர் : கூமூர்த்தி, பொன்னுமரத்துப்பட்டி, மாரியம்மன் கோவில், வீரக்கல், சேலம். xyxy=(1099,735,1430,767)
panchayat-section-label: வீரக்கல் ஊராட்சி xyxy=(850,849,983,870)
deputy-organizers-line: துணை அமைப்பாளர்கள் : (1) ஆ.ஸ்ரீதர், 1/68–2, விநாயகர் நகர், வீரக்கல், நங்கவள்ளி, மேட்டூர், சேலம். (2) குசார்திக்குமார், விநாயகர் நகர், வீரக்கல், நங்கவள்ளி, மேட்டூர், சேலம். (3) பவியின்ராஜ், 2/33, ஓட்டப்பள்ளம், அங்கப்பன் காட்டுவளவு, வீரக்கல், மேட்டூர், சேலம். xyxy=(751,1481,1081,1569)
edition-date: சென்னை 23.11.2025 xyxy=(43,45,338,77)
organizer-line: அமைப்பாளர் : த.கோகுல்ராஜ், புது ஆதிதிராவிடர் குடியிருப்பு, வீரக்கல், மேட்டூர், சேலம். xyxy=(1099,1445,1430,1477)
branch-block xyxy=(55,120,384,280)
branch-title: ஆதிராம்பட்டினம் கிளை xyxy=(838,1215,994,1231)
branch-title: அம்மன்காட்டூர் கிளை–2 xyxy=(489,726,647,742)
deputy-organizers-line: துணை அமைப்பாளர்கள் : (1) த.வேல்முருகன், புது ஆதிதிராவிடர் குடியிருப்பு, வீரக்கல், மேட்டூர், சேலம். (2) ரா.பார்த்திபன், பழைய ஆதிதிராவிடர் குடியிருப்பு, வீரக்கல், மேட்டூர், சேலம். (3) வெ.சம்பத்குமார், வெள்ளையன் ஆதிதிராவிடர் குடியிருப்பு, வீரக்கல், மேட்டூர். xyxy=(1099,1488,1431,1576)
deputy-organizers-line: துணை அமைப்பாளர்கள் : (1) வெ.யுவராஜ், ஆயதானூர், பெரிய வனவாசி, மேட்டூர், சேலம். (2) சி.மோகன்ராஜ், ஆயதானூர், பெரிய வனவாசி, மேட்டூர், சேலம். xyxy=(1099,2406,1430,2457)
branch-title: கோனமேரி கிளை xyxy=(162,2375,277,2391)
organizer-line: அமைப்பாளர் : வ.விஜியகுமார், 2/156, அம்மன்காட்டூர், தங்காயூர், எடப்பாடி, சேலம். xyxy=(403,576,733,608)
